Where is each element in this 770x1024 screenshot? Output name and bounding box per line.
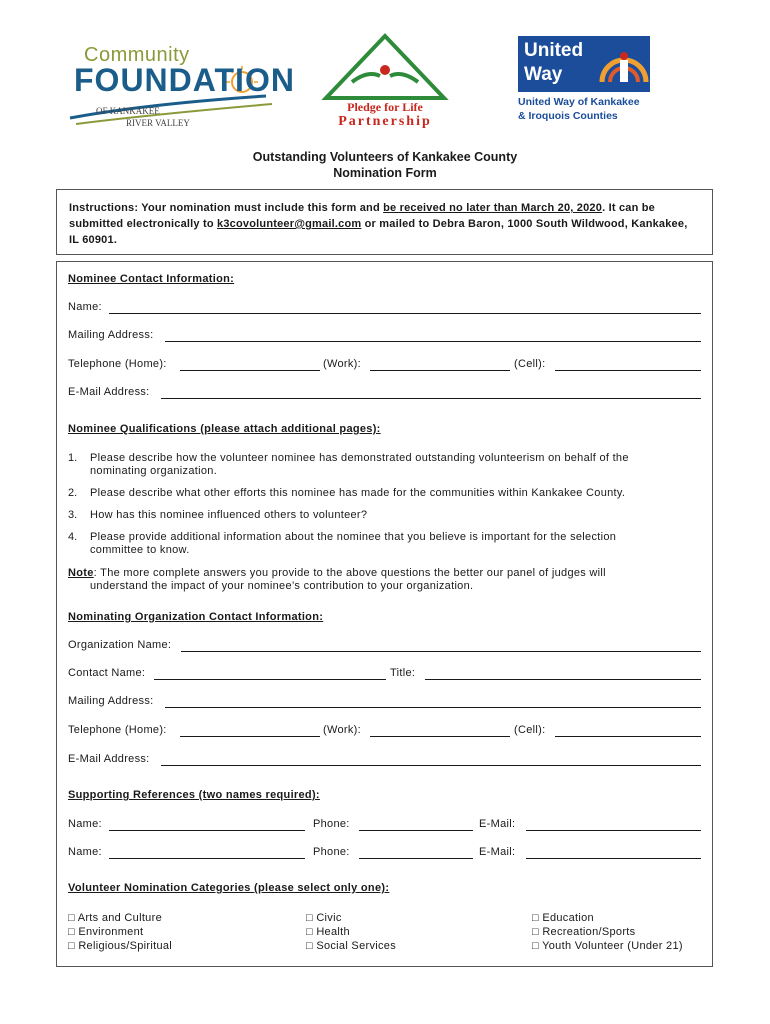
category-option-youth[interactable]: [532, 939, 683, 953]
category-label: Health: [316, 926, 350, 938]
org-email-field[interactable]: [161, 765, 701, 766]
org-mailing-label: Mailing Address:: [68, 695, 154, 707]
instructions-part1: Instructions: Your nomination must include this form and: [69, 202, 384, 214]
note-label: Note: [68, 567, 94, 579]
qualification-number: 3.: [68, 509, 78, 521]
ref2-email-field[interactable]: [526, 858, 701, 859]
qualification-line: Please describe how the volunteer nominee has demonstrated outstanding volunteerism on behalf of the: [90, 452, 629, 464]
category-label: Civic: [316, 912, 342, 924]
ref2-name-field[interactable]: [109, 858, 305, 859]
qualification-line: Please describe what other efforts this nominee has made for the communities within Kankakee County.: [90, 487, 626, 499]
org-title-field[interactable]: [425, 679, 701, 680]
instructions-box: [56, 189, 713, 255]
org-name-label: Organization Name:: [68, 639, 172, 651]
note-line-1: : The more complete answers you provide to the above questions the better our panel of judges will: [93, 567, 606, 579]
qualification-item: [90, 487, 625, 500]
instructions-part3: or mailed to Debra Baron, 1000 South Wildwood, Kankakee, IL 60901.: [69, 218, 688, 246]
form-subtitle: Nomination Form: [333, 166, 437, 180]
pledge-for-life-logo: [308, 32, 462, 132]
qualification-item: [90, 531, 616, 557]
nominee-name-field[interactable]: [109, 313, 701, 314]
pledge-partnership-text: Partnership: [338, 114, 432, 129]
form-title: Outstanding Volunteers of Kankakee County: [252, 150, 518, 164]
pledge-triangle-graphic: [308, 32, 462, 102]
qualification-number: 1.: [68, 452, 78, 464]
cf-subtitle-1: OF KANKAKEE: [96, 106, 160, 116]
org-tel-home-label: Telephone (Home):: [68, 724, 167, 736]
org-tel-home-field[interactable]: [180, 736, 320, 737]
references-heading: Supporting References (two names required):: [68, 789, 320, 801]
uw-org-name-2: & Iroquois Counties: [518, 110, 618, 122]
nominee-tel-cell-field[interactable]: [555, 370, 701, 371]
nominee-contact-heading: Nominee Contact Information:: [68, 273, 235, 285]
qualification-number: 4.: [68, 531, 78, 543]
cf-subtitle-2: RIVER VALLEY: [126, 118, 190, 128]
uw-united-text: United: [524, 40, 584, 61]
category-option-recreation[interactable]: [532, 925, 683, 939]
ref2-phone-field[interactable]: [359, 858, 473, 859]
category-label: Religious/Spiritual: [78, 940, 173, 952]
category-option-civic[interactable]: [306, 911, 396, 925]
category-column-1: [68, 911, 172, 953]
qualification-line: How has this nominee influenced others to volunteer?: [90, 509, 368, 521]
cf-community-text: Community: [84, 44, 190, 66]
checkbox-icon[interactable]: □: [532, 926, 539, 938]
ref1-name-field[interactable]: [109, 830, 305, 831]
category-option-environment[interactable]: [68, 925, 172, 939]
qualification-line: nominating organization.: [90, 465, 218, 477]
form-body-box: [56, 261, 713, 967]
nominee-mailing-field[interactable]: [165, 341, 701, 342]
org-email-label: E-Mail Address:: [68, 753, 150, 765]
uw-org-name-1: United Way of Kankakee: [518, 96, 640, 108]
note-line-2: understand the impact of your nominee’s contribution to your organization.: [90, 580, 474, 592]
checkbox-icon[interactable]: □: [532, 912, 539, 924]
united-way-logo: [514, 36, 662, 128]
org-contact-name-label: Contact Name:: [68, 667, 146, 679]
checkbox-icon[interactable]: □: [68, 912, 75, 924]
nominee-tel-work-label: (Work):: [323, 358, 361, 370]
qualification-number: 2.: [68, 487, 78, 499]
uw-blue-badge: [518, 36, 650, 92]
org-name-field[interactable]: [181, 651, 701, 652]
ref2-phone-label: Phone:: [313, 846, 350, 858]
nominee-mailing-label: Mailing Address:: [68, 329, 154, 341]
organization-heading: Nominating Organization Contact Information:: [68, 611, 324, 623]
category-column-3: [532, 911, 683, 953]
category-option-social-services[interactable]: [306, 939, 396, 953]
qualification-line: Please provide additional information about the nominee that you believe is important for the selection: [90, 531, 617, 543]
checkbox-icon[interactable]: □: [306, 912, 313, 924]
uw-way-text: Way: [524, 64, 563, 85]
ref2-name-label: Name:: [68, 846, 102, 858]
category-option-health[interactable]: [306, 925, 396, 939]
org-tel-work-field[interactable]: [370, 736, 510, 737]
org-tel-work-label: (Work):: [323, 724, 361, 736]
checkbox-icon[interactable]: □: [68, 940, 75, 952]
qualification-item: [90, 452, 629, 478]
org-tel-cell-label: (Cell):: [514, 724, 546, 736]
qualification-line: committee to know.: [90, 544, 190, 556]
checkbox-icon[interactable]: □: [68, 926, 75, 938]
category-option-education[interactable]: [532, 911, 683, 925]
instructions-deadline: be received no later than March 20, 2020: [383, 202, 603, 214]
instructions-text: [69, 200, 699, 248]
qualification-item: [90, 509, 367, 522]
org-title-label: Title:: [390, 667, 416, 679]
category-option-arts[interactable]: [68, 911, 172, 925]
cf-foundation-text: FOUNDATION: [74, 62, 295, 98]
community-foundation-logo: [66, 44, 295, 132]
nominee-tel-cell-label: (Cell):: [514, 358, 546, 370]
category-option-religious[interactable]: [68, 939, 172, 953]
category-label: Social Services: [316, 940, 397, 952]
ref1-email-label: E-Mail:: [479, 818, 516, 830]
checkbox-icon[interactable]: □: [532, 940, 539, 952]
nominee-tel-home-field[interactable]: [180, 370, 320, 371]
org-tel-cell-field[interactable]: [555, 736, 701, 737]
qualifications-heading: Nominee Qualifications (please attach additional pages):: [68, 423, 381, 435]
uw-hand-rainbow-icon: [596, 38, 650, 90]
instructions-part2: . It can be submitted electronically to: [69, 202, 655, 230]
nominee-name-label: Name:: [68, 301, 102, 313]
ref1-phone-label: Phone:: [313, 818, 350, 830]
instructions-email-link[interactable]: k3covolunteer@gmail.com: [217, 218, 362, 230]
category-label: Recreation/Sports: [542, 926, 636, 938]
categories-heading: Volunteer Nomination Categories (please select only one):: [68, 882, 390, 894]
ref1-email-field[interactable]: [526, 830, 701, 831]
nominee-email-label: E-Mail Address:: [68, 386, 150, 398]
category-label: Youth Volunteer (Under 21): [542, 940, 683, 952]
org-contact-name-field[interactable]: [154, 679, 386, 680]
category-label: Environment: [78, 926, 144, 938]
nominee-tel-work-field[interactable]: [370, 370, 510, 371]
qualification-note: [68, 567, 606, 593]
org-mailing-field[interactable]: [165, 707, 701, 708]
ref1-phone-field[interactable]: [359, 830, 473, 831]
ref1-name-label: Name:: [68, 818, 102, 830]
ref2-email-label: E-Mail:: [479, 846, 516, 858]
nominee-email-field[interactable]: [161, 398, 701, 399]
category-label: Education: [542, 912, 594, 924]
checkbox-icon[interactable]: □: [306, 926, 313, 938]
pledge-name-text: Pledge for Life: [347, 100, 423, 114]
category-column-2: [306, 911, 396, 953]
checkbox-icon[interactable]: □: [306, 940, 313, 952]
nominee-tel-home-label: Telephone (Home):: [68, 358, 167, 370]
category-label: Arts and Culture: [77, 912, 162, 924]
